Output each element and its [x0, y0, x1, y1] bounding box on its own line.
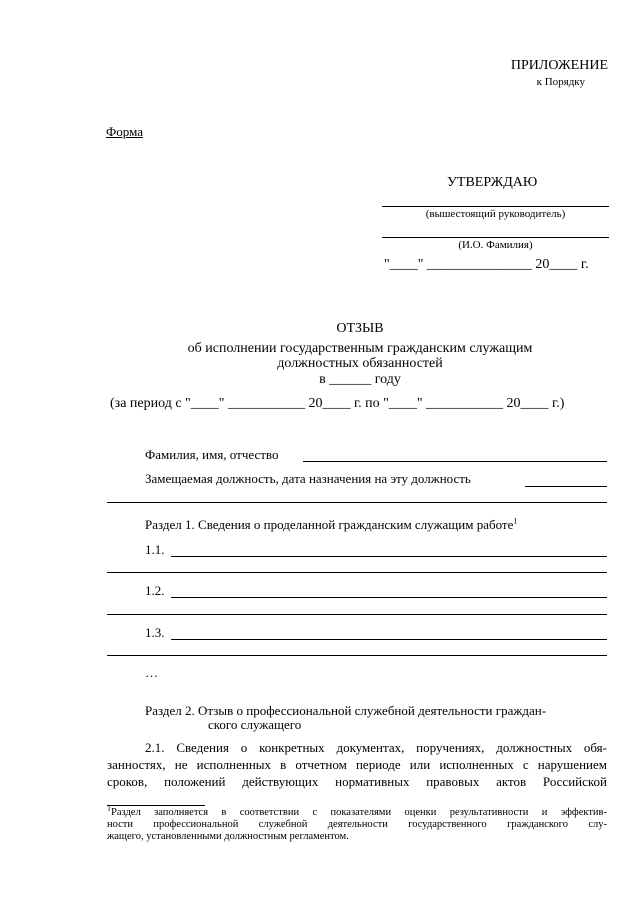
- title-year: в ______ году: [319, 372, 401, 387]
- title-period: (за период с "____" ___________ 20____ г. по "____" ___________ 20____ г.): [110, 396, 565, 411]
- superior-caption: (вышестоящий руководитель): [425, 208, 566, 220]
- fio-label: Фамилия, имя, отчество: [145, 447, 279, 462]
- item-1-3-field[interactable]: [171, 639, 607, 640]
- item-1-2-field[interactable]: [171, 597, 607, 598]
- section1-title: Раздел 1. Сведения о проделанной гражданским служащим работе$^1$: [145, 516, 518, 532]
- superior-signature-line: [382, 206, 609, 207]
- item-1-3-field-continuation[interactable]: [107, 655, 607, 656]
- position-field-continuation[interactable]: [107, 502, 607, 503]
- name-caption: (И.О. Фамилия): [458, 239, 533, 251]
- approval-date: "____" _______________ 20____ г.: [384, 257, 589, 272]
- footnote-line-2: ности профессиональной служебной деятельности государственного гражданского слу-: [107, 819, 607, 830]
- fio-field[interactable]: [303, 461, 607, 462]
- item-1-2-field-continuation[interactable]: [107, 614, 607, 615]
- footnote-line-3: жащего, установленными должностным регламентом.: [107, 831, 349, 842]
- item-1-3-label: 1.3.: [145, 625, 165, 640]
- name-line: [382, 237, 609, 238]
- appendix-subtitle: к Порядку: [536, 76, 585, 88]
- items-ellipsis: …: [145, 665, 158, 680]
- section2-paragraph-line-2: занностях, не исполненных в отчетном периоде или исполненных с нарушением: [107, 757, 607, 772]
- footnote-mark: 1: [107, 803, 111, 813]
- section2-title-line-2: ского служащего: [208, 717, 302, 732]
- item-1-2-label: 1.2.: [145, 583, 165, 598]
- title-line-1: об исполнении государственным гражданским служащим: [187, 341, 533, 356]
- footnote-ref: 1: [513, 516, 518, 526]
- footnote-line-1: $^1$Раздел заполняется в соответствии с показателями оценки результативности и эффектив-: [107, 803, 607, 818]
- document-title: ОТЗЫВ: [336, 321, 384, 336]
- section2-title-line-1: Раздел 2. Отзыв о профессиональной служебной деятельности граждан-: [145, 703, 547, 718]
- section2-paragraph-line-1: 2.1. Сведения о конкретных документах, поручениях, должностных обя-: [145, 740, 607, 755]
- position-label: Замещаемая должность, дата назначения на эту должность: [145, 471, 471, 486]
- item-1-1-label: 1.1.: [145, 542, 165, 557]
- item-1-1-field[interactable]: [171, 556, 607, 557]
- form-label: Форма: [106, 124, 143, 139]
- footnote-separator: [107, 805, 205, 806]
- approve-heading: УТВЕРЖДАЮ: [447, 175, 538, 190]
- item-1-1-field-continuation[interactable]: [107, 572, 607, 573]
- appendix-title: ПРИЛОЖЕНИЕ: [510, 58, 608, 73]
- position-field[interactable]: [525, 486, 607, 487]
- section2-paragraph-line-3: сроков, положений действующих нормативных правовых актов Российской: [107, 774, 607, 789]
- title-line-2: должностных обязанностей: [277, 356, 443, 371]
